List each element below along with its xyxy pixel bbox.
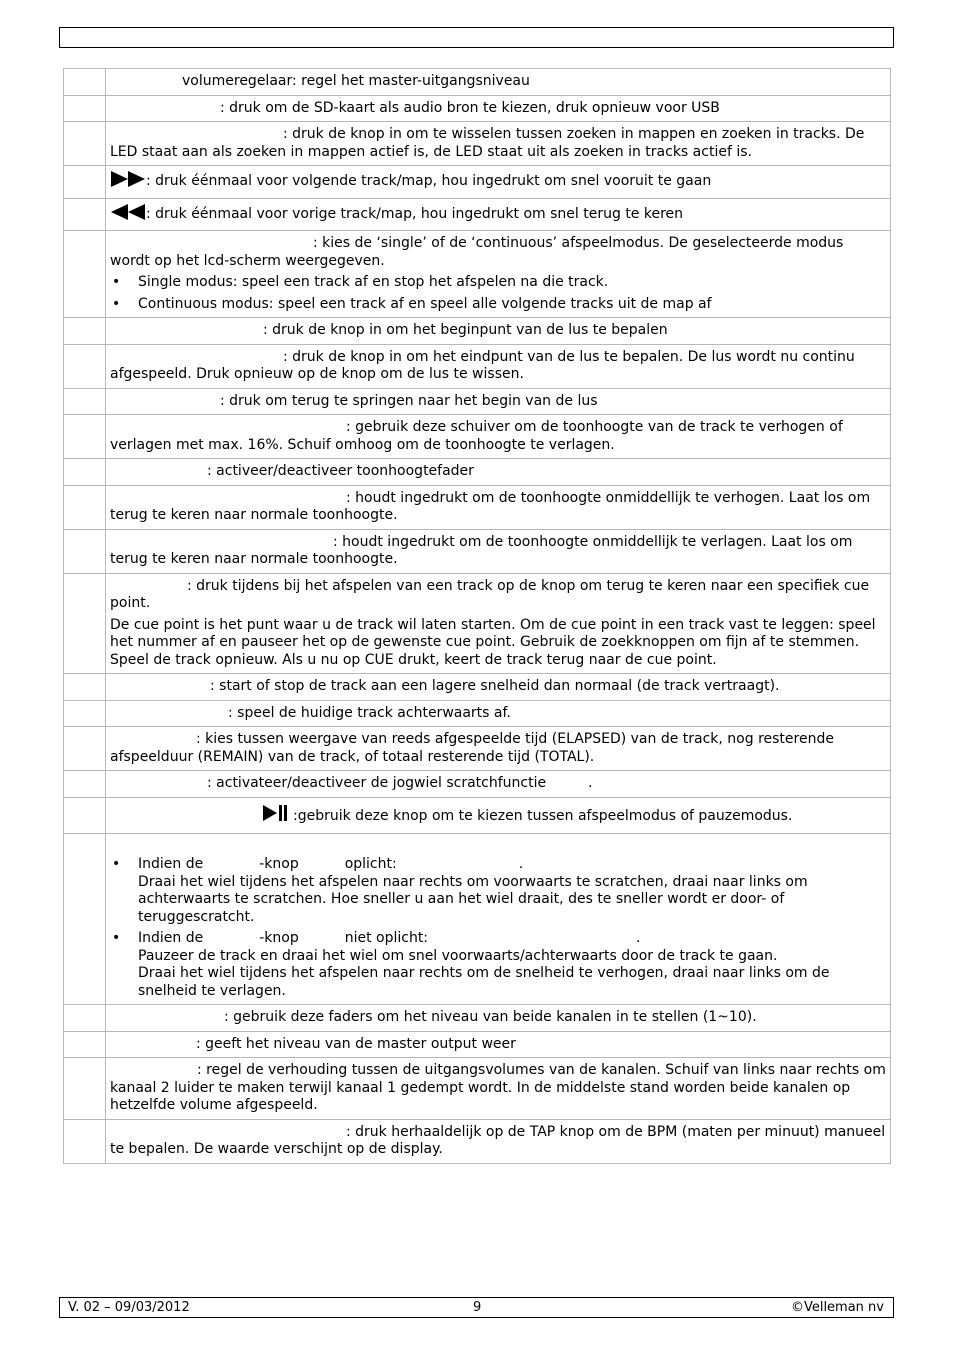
list-item: • Single modus: speel een track af en stop het afspelen na die track.: [110, 274, 886, 292]
row-text: : houdt ingedrukt om de toonhoogte onmiddellijk te verhogen. Laat los om terug te keren naar normale toonhoogte.: [110, 489, 871, 523]
footer-version: V. 02 – 09/03/2012: [68, 1300, 190, 1315]
table-row: [64, 459, 891, 486]
controls-table: [63, 68, 891, 1164]
table-row: [64, 797, 891, 834]
row-text: : druk herhaaldelijk op de TAP knop om de BPM (maten per minuut) manueel te bepalen. De waarde verschijnt op de display.: [110, 1123, 886, 1157]
table-row: [64, 344, 891, 388]
table-row: [64, 388, 891, 415]
row-text: : start of stop de track aan een lagere snelheid dan normaal (de track vertraagt).: [210, 678, 780, 694]
row-text: : druk éénmaal voor vorige track/map, hou ingedrukt om snel terug te keren: [146, 205, 684, 222]
row-text: : kies tussen weergave van reeds afgespeelde tijd (ELAPSED) van de track, nog resterende afspeelduur (REMAIN) van de track, of totaal resterende tijd (TOTAL).: [110, 731, 834, 765]
table-row: [64, 674, 891, 701]
table-row: [64, 700, 891, 727]
list-item: • Indien de -knop niet oplicht: . Pauzeer de track en draai het wiel om snel voorwaarts/achterwaarts door de track te gaan. Draai het wiel tijdens het afspelen naar rechts om de snelheid te verhogen, draai naar links om de snelheid te verlagen.: [110, 930, 886, 1000]
bullet-list: [110, 274, 886, 313]
table-row: [64, 166, 891, 199]
row-text: : druk de knop in om te wisselen tussen zoeken in mappen en zoeken in tracks. De LED staat aan als zoeken in mappen actief is, de LED staat uit als zoeken in tracks actief is.: [110, 126, 865, 160]
table-row: [64, 1058, 891, 1120]
row-text: : gebruik deze schuiver om de toonhoogte van de track te verhogen of verlagen met max. 16%. Schuif omhoog om de toonhoogte te verlagen.: [110, 419, 843, 453]
row-text: : geeft het niveau van de master output weer: [196, 1035, 516, 1052]
row-text: : druk om terug te springen naar het begin van de lus: [220, 392, 598, 409]
row-text: .: [588, 775, 593, 791]
page-number: 9: [473, 1300, 482, 1315]
row-text: De cue point is het punt waar u de track wil laten starten. Om de cue point in een track vast te leggen: speel het nummer af en pauseer het op de gewenste cue point. Gebruik de zoekknoppen om fijn af te stemmen. Speel de track opnieuw. Als u nu op CUE drukt, keert de track terug naar de cue point.: [110, 616, 876, 668]
row-text: : activateer/deactiveer de jogwiel scratchfunctie: [207, 775, 547, 791]
row-text: : druk de knop in om het beginpunt van de lus te bepalen: [263, 322, 668, 338]
table-row: [64, 1005, 891, 1032]
page-footer: [59, 1297, 894, 1318]
table-row: [64, 415, 891, 459]
bullet-list: [110, 856, 886, 1000]
table-row: [64, 1119, 891, 1163]
row-text: : kies de ‘single’ of de ‘continuous’ afspeelmodus. De geselecteerde modus wordt op het lcd-scherm weergegeven.: [110, 235, 844, 269]
footer-copyright: ©Velleman nv: [790, 1300, 884, 1315]
rewind-icon: [110, 203, 146, 227]
row-text: : druk om de SD-kaart als audio bron te kiezen, druk opnieuw voor USB: [220, 99, 720, 116]
page-header-frame: [59, 27, 894, 48]
row-text: : houdt ingedrukt om de toonhoogte onmiddellijk te verlagen. Laat los om terug te keren naar normale toonhoogte.: [110, 533, 853, 567]
row-text: : druk tijdens bij het afspelen van een track op de knop om terug te keren naar een specifiek cue point.: [110, 577, 870, 611]
table-row: [64, 771, 891, 798]
row-text: :gebruik deze knop om te kiezen tussen afspeelmodus of pauzemodus.: [293, 807, 793, 824]
row-text: : activeer/deactiveer toonhoogtefader: [207, 463, 474, 479]
table-row: [64, 485, 891, 529]
table-row: [64, 231, 891, 318]
row-text: : druk éénmaal voor volgende track/map, hou ingedrukt om snel vooruit te gaan: [146, 173, 712, 189]
table-row: [64, 529, 891, 573]
list-item: • Continuous modus: speel een track af en speel alle volgende tracks uit de map af: [110, 296, 886, 314]
table-row: [64, 318, 891, 345]
list-item: • Indien de -knop oplicht: . Draai het wiel tijdens het afspelen naar rechts om voorwaarts te scratchen, draai naar links om achterwaarts te scratchen. Hoe sneller u aan het wiel draait, des te sneller wordt er door- of teruggescratcht.: [110, 856, 886, 926]
row-text: : druk de knop in om het eindpunt van de lus te bepalen. De lus wordt nu continu afgespeeld. Druk opnieuw op de knop om de lus te wissen.: [110, 348, 855, 382]
play-pause-icon: [262, 804, 289, 828]
table-row: [64, 95, 891, 122]
table-row: [64, 834, 891, 1005]
row-text: volumeregelaar: regel het master-uitgangsniveau: [182, 73, 530, 89]
table-row: [64, 573, 891, 674]
table-row: [64, 122, 891, 166]
table-row: [64, 69, 891, 96]
fast-forward-icon: [110, 170, 146, 194]
table-row: [64, 198, 891, 231]
row-text: : gebruik deze faders om het niveau van beide kanalen in te stellen (1~10).: [224, 1009, 757, 1025]
row-text: : regel de verhouding tussen de uitgangsvolumes van de kanalen. Schuif van links naar rechts om kanaal 2 luider te maken terwijl kanaal 1 gedempt wordt. In de middelste stand worden beide kanalen op hetzelfde volume afgespeeld.: [110, 1062, 886, 1113]
table-row: [64, 727, 891, 771]
table-row: [64, 1031, 891, 1058]
row-text: : speel de huidige track achterwaarts af.: [228, 704, 511, 721]
